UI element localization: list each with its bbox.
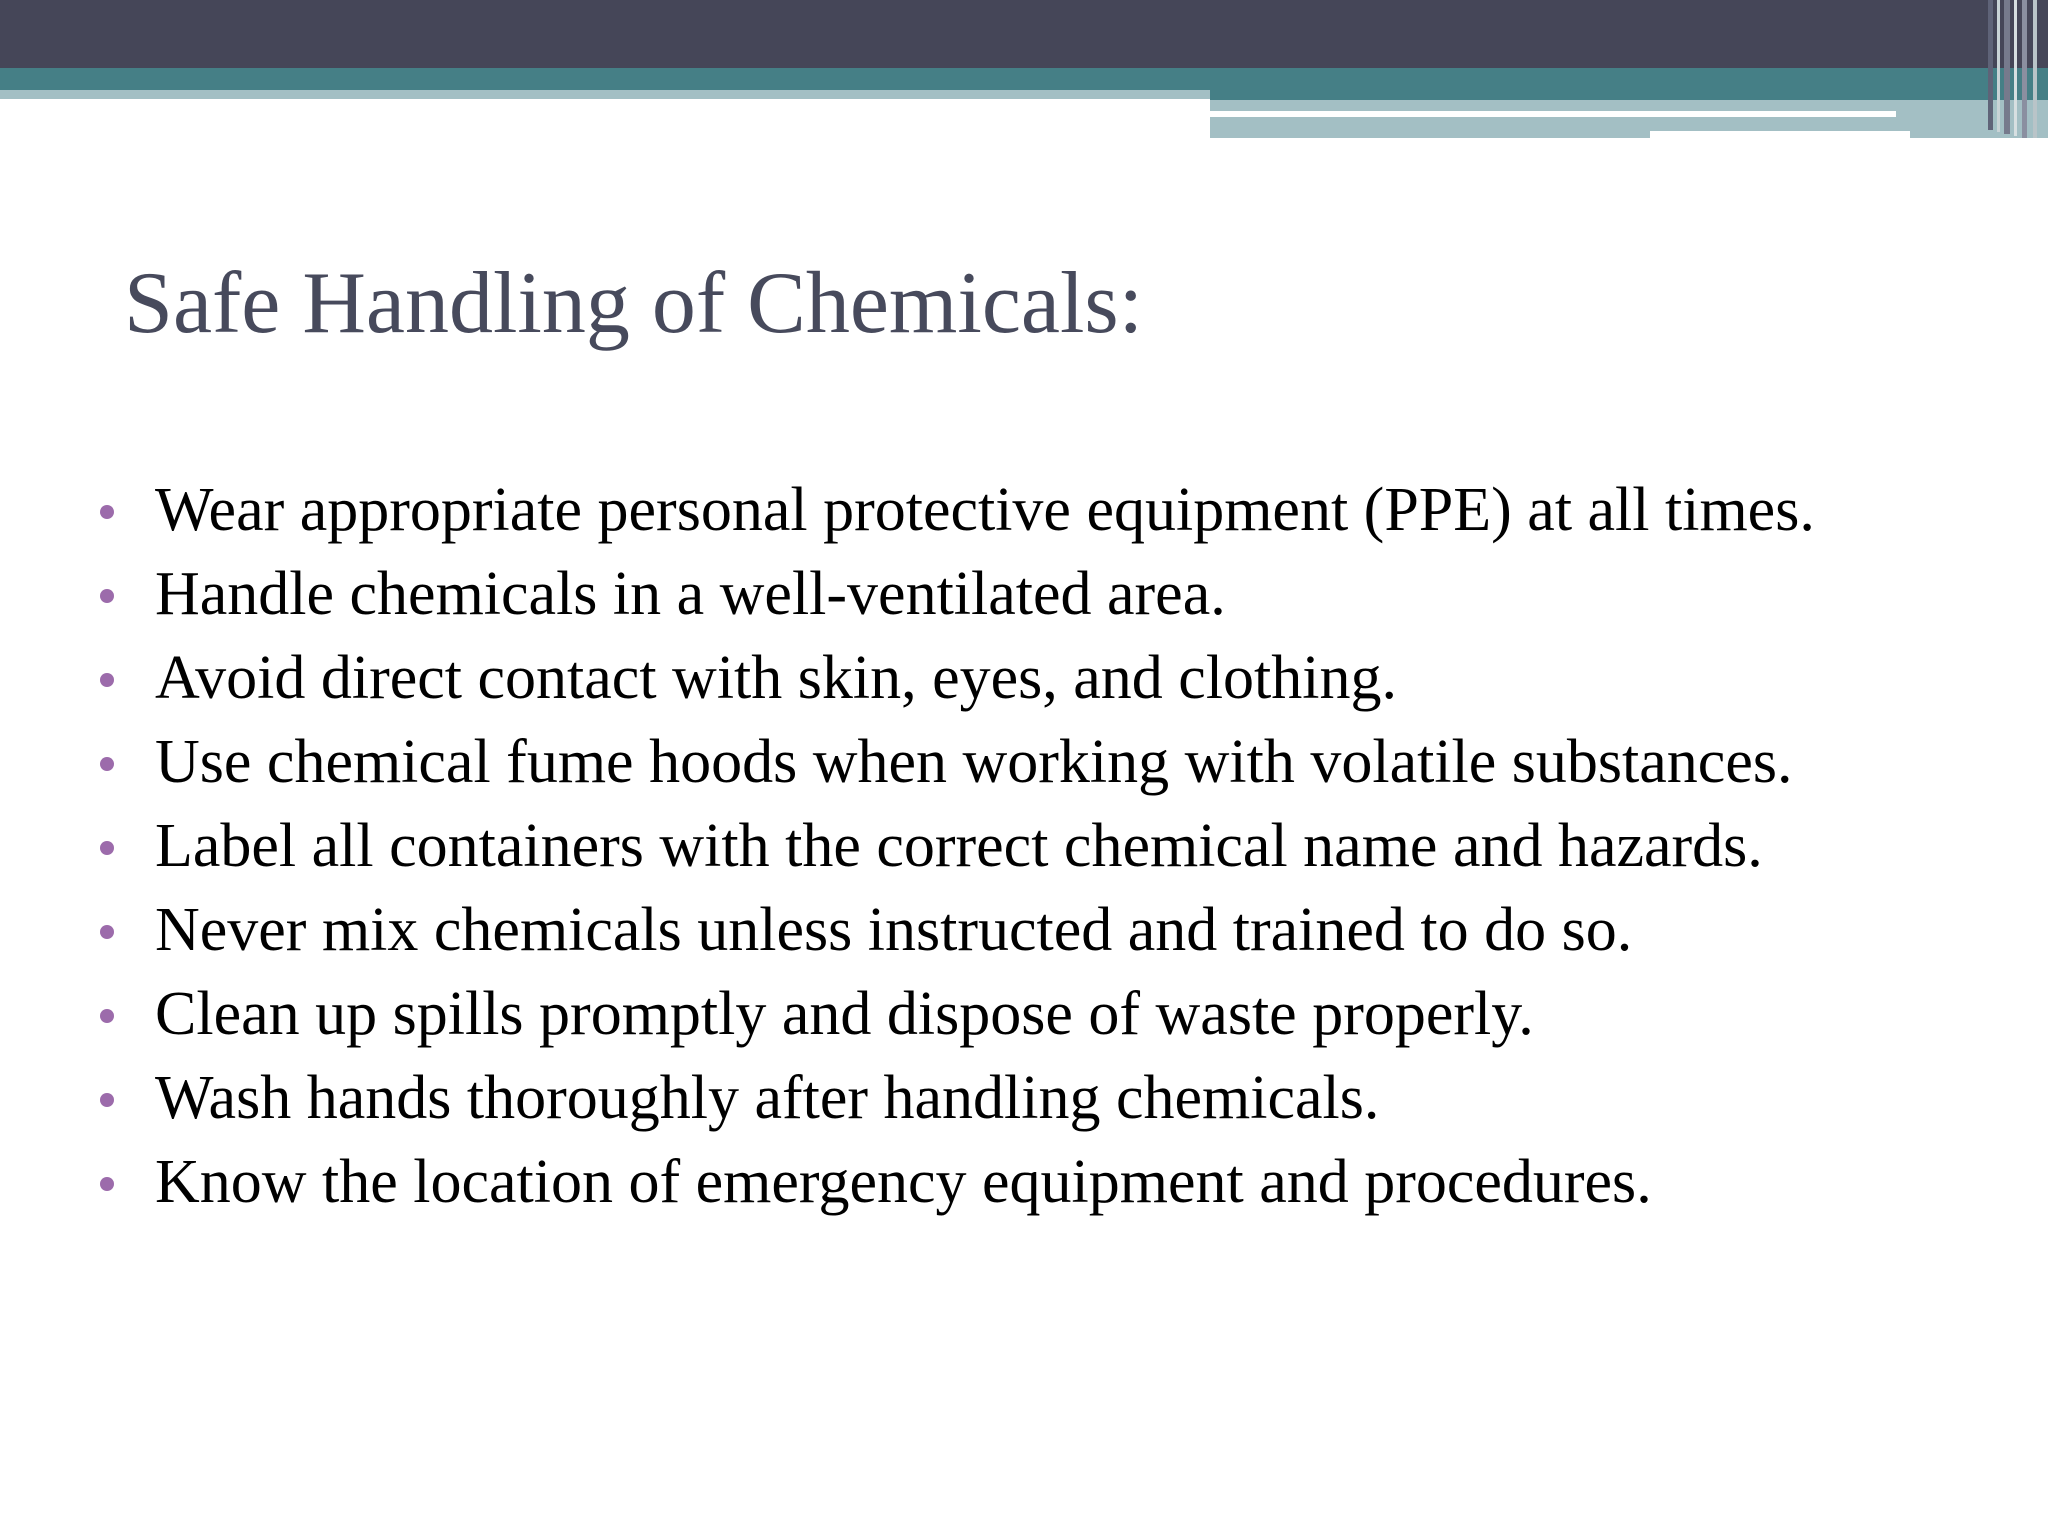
header-teal-block-right	[1210, 90, 2048, 100]
bullet-text: Wear appropriate personal protective equipment (PPE) at all times.	[155, 476, 1815, 544]
bullet-text: Avoid direct contact with skin, eyes, and clothing.	[155, 644, 1397, 712]
header-teal-band	[0, 68, 2048, 90]
header-white-stripe	[1210, 111, 1896, 117]
bullet-dot-icon	[100, 589, 114, 603]
header-vertical-tick	[2004, 0, 2010, 134]
slide-title: Safe Handling of Chemicals:	[124, 255, 1144, 352]
bullet-text: Use chemical fume hoods when working with volatile substances.	[155, 728, 1793, 796]
bullet-dot-icon	[100, 673, 114, 687]
bullet-text: Clean up spills promptly and dispose of waste properly.	[155, 980, 1534, 1048]
header-vertical-tick	[2014, 0, 2017, 136]
bullet-text: Know the location of emergency equipment and procedures.	[155, 1148, 1652, 1216]
header-white-notch	[1650, 131, 1910, 138]
bullet-text: Wash hands thoroughly after handling chemicals.	[155, 1064, 1380, 1132]
header-dark-band	[0, 0, 2048, 68]
bullet-dot-icon	[100, 925, 114, 939]
header-vertical-tick	[1997, 0, 2000, 132]
header-light-band-left	[0, 90, 1210, 99]
header-vertical-tick	[1988, 0, 1993, 130]
bullet-dot-icon	[100, 1093, 114, 1107]
bullet-dot-icon	[100, 841, 114, 855]
bullet-dot-icon	[100, 757, 114, 771]
bullet-text: Label all containers with the correct chemical name and hazards.	[155, 812, 1763, 880]
bullet-dot-icon	[100, 1177, 114, 1191]
bullet-text: Never mix chemicals unless instructed and trained to do so.	[155, 896, 1633, 964]
bullet-dot-icon	[100, 505, 114, 519]
bullet-dot-icon	[100, 1009, 114, 1023]
header-light-band-right	[1210, 100, 2048, 138]
bullet-text: Handle chemicals in a well-ventilated area.	[155, 560, 1226, 628]
header-vertical-tick	[2022, 0, 2027, 138]
header-vertical-tick	[2033, 0, 2037, 138]
